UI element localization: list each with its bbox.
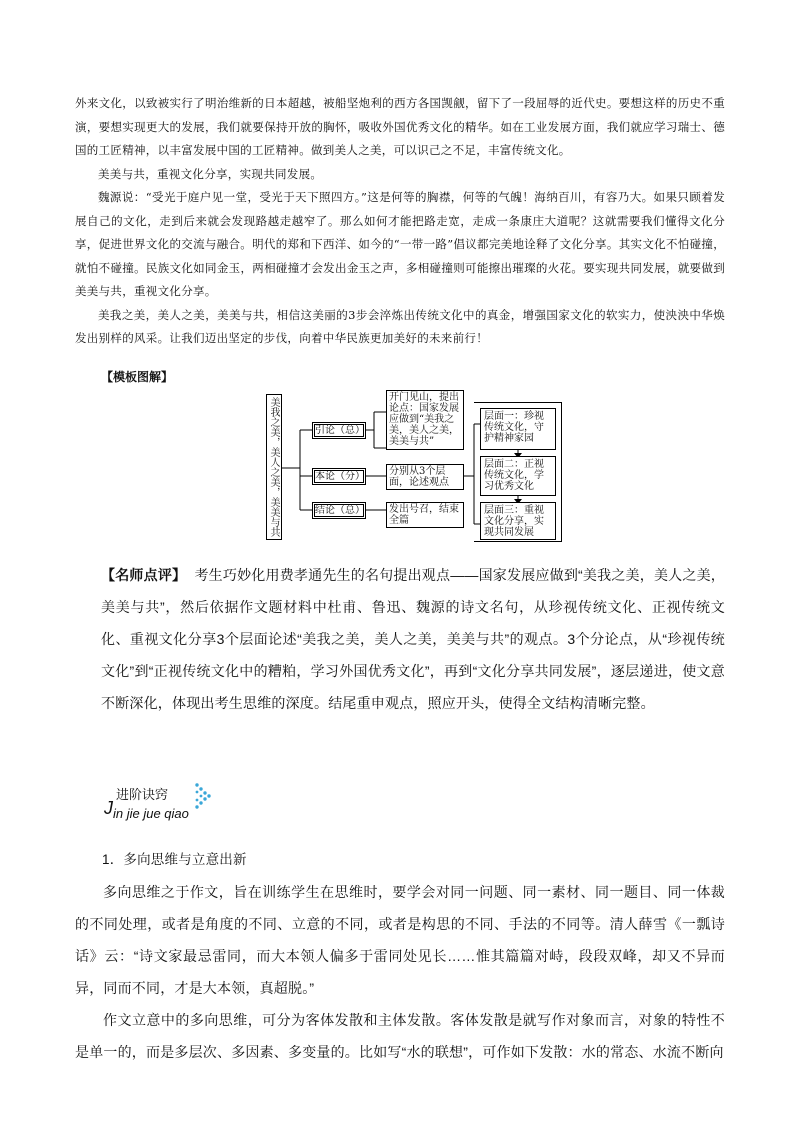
template-diagram-title: 【模板图解】 (101, 370, 174, 384)
section-heading: 1．多向思维与立意出新 (102, 852, 247, 867)
teacher-review (101, 559, 725, 719)
review-text: 考生巧妙化用费孝通先生的名句提出观点——国家发展应做到“美我之美，美人之美，美美与共”，然后依据作文题材料中杜甫、鲁迅、魏源的诗文名句，从珍视传统文化、正视传统文化、重视文化分享3个层面论述“美我之美，美人之美，美美与共”的观点。3个分论点，从“珍视传统文化”到“正视传统文化中的糟粕，学习外国优秀文化”，再到“文化分享共同发展”，逐层递进，使文意不断深化，体现出考生思维的深度。结尾重申观点，照应开头，使得全文结构清晰完整。 (101, 567, 725, 711)
intro-node: 引论（总） (312, 422, 366, 439)
essay-paragraph: 美我之美，美人之美，美美与共，相信这美丽的3步会淬炼出传统文化中的真金，增强国家文化的软实力，使泱泱中华焕发出别样的风采。让我们迈出坚定的步伐，向着中华民族更加美好的未来前行！ (75, 307, 725, 345)
section-paragraph: 作文立意中的多向思维，可分为客体发散和主体发散。客体发散是就写作对象而言，对象的特性不是单一的，而是多层次、多因素、多变量的。比如写“水的联想”，可作如下发散：水的常态、水流不断向 (75, 1012, 725, 1060)
conclusion-detail-box: 发出号召，结束全篇 (386, 502, 464, 528)
section-paragraph: 多向思维之于作文，旨在训练学生在思维时，要学会对同一问题、同一素材、同一题目、同一体裁的不同处理，或者是角度的不同、立意的不同，或者是构思的不同、手法的不同等。清人薛雪《一瓢诗话》云：“诗文家最忌雷同，而大本领人偏多于雷同处见长……惟其篇篇对峙，段段双峰，却又不异而异，同而不同，才是大本领，真超脱。” (75, 884, 725, 996)
body-detail-box: 分别从3个层面，论述观点 (386, 464, 464, 490)
level-two-box: 层面二：正视传统文化，学习优秀文化 (480, 456, 556, 496)
conclusion-node: 结论（总） (312, 502, 366, 519)
advanced-tips-pinyin (104, 798, 189, 823)
level-three-box: 层面三：重视文化分享，实现共同发展 (480, 502, 556, 540)
pinyin-initial: J (104, 798, 113, 818)
essay-paragraph: 外来文化，以致被实行了明治维新的日本超越，被船坚炮利的西方各国觊觎，留下了一段屈辱的近代史。要想这样的历史不重演，要想实现更大的发展，我们就要保持开放的胸怀，吸收外国优秀文化的精华。如在工业发展方面，我们就应学习瑞士、德国的工匠精神，以丰富发展中国的工匠精神。做到美人之美，可以识己之不足，丰富传统文化。 (75, 96, 725, 157)
pinyin-rest: in jie jue qiao (113, 806, 189, 821)
section-multidirectional-thinking (75, 844, 725, 1068)
review-label: 【名师点评】 (101, 567, 187, 583)
intro-detail-box: 开门见山，提出论点：国家发展应做到“美我之美，美人之美，美美与共” (386, 390, 464, 450)
root-thesis-box: 美我之美，美人之美，美美与共 (266, 394, 282, 540)
essay-paragraph: 美美与共，重视文化分享，实现共同发展。 (98, 166, 323, 181)
body-node: 本论（分） (312, 468, 366, 485)
advanced-tips-title: 进阶诀窍 (116, 787, 169, 802)
chevron-right-icon (193, 782, 215, 810)
level-one-box: 层面一：珍视传统文化，守护精神家园 (480, 408, 556, 450)
essay-paragraph: 魏源说：“受光于庭户见一堂，受光于天下照四方。”这是何等的胸襟，何等的气魄！海纳百川，有容乃大。如果只顾着发展自己的文化，走到后来就会发现路越走越窄了。那么如何才能把路走宽，走成一条康庄大道呢？这就需要我们懂得文化分享，促进世界文化的交流与融合。明代的郑和下西洋、如今的“一带一路”倡议都完美地诠释了文化分享。其实文化不怕碰撞，就怕不碰撞。民族文化如同金玉，两相碰撞才会发出金玉之声，多相碰撞则可能擦出璀璨的火花。要实现共同发展，就要做到美美与共，重视文化分享。 (75, 190, 725, 298)
structure-diagram (262, 390, 582, 540)
advanced-tips-banner (98, 780, 238, 828)
essay-text-block (75, 92, 725, 351)
